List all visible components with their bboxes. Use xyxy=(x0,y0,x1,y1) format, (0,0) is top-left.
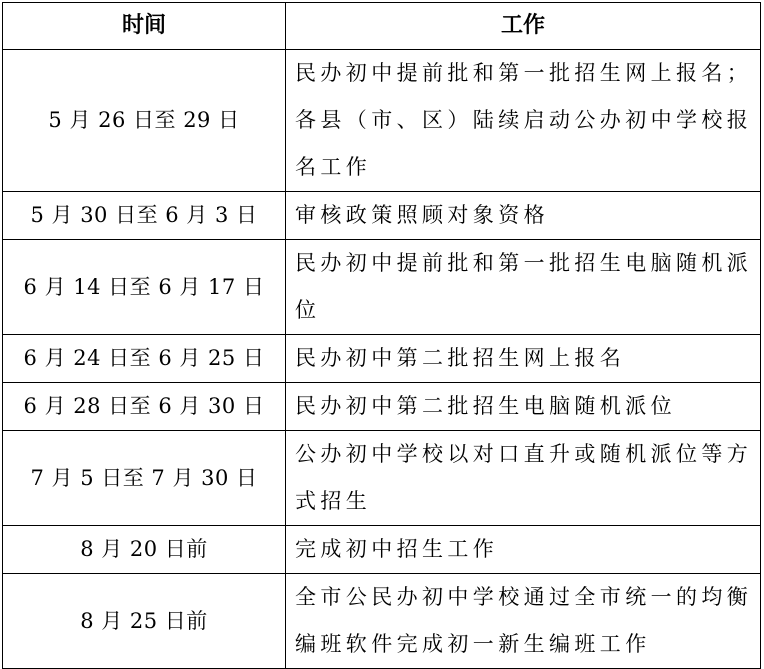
header-row xyxy=(3,3,761,50)
work-cell: 全市公民办初中学校通过全市统一的均衡编班软件完成初一新生编班工作 xyxy=(286,574,761,669)
table-row xyxy=(3,50,761,192)
time-cell: 5 月 26 日至 29 日 xyxy=(3,50,286,192)
work-cell: 完成初中招生工作 xyxy=(286,526,761,574)
time-cell: 6 月 28 日至 6 月 30 日 xyxy=(3,383,286,431)
time-cell: 8 月 20 日前 xyxy=(3,526,286,574)
work-cell: 审核政策照顾对象资格 xyxy=(286,192,761,240)
time-cell: 6 月 24 日至 6 月 25 日 xyxy=(3,335,286,383)
table-row xyxy=(3,192,761,240)
table-row xyxy=(3,574,761,669)
enrollment-schedule-table xyxy=(2,2,761,669)
time-cell: 6 月 14 日至 6 月 17 日 xyxy=(3,240,286,335)
time-cell: 8 月 25 日前 xyxy=(3,574,286,669)
work-cell: 民办初中提前批和第一批招生电脑随机派位 xyxy=(286,240,761,335)
time-cell: 5 月 30 日至 6 月 3 日 xyxy=(3,192,286,240)
work-cell: 民办初中提前批和第一批招生网上报名；各县（市、区）陆续启动公办初中学校报名工作 xyxy=(286,50,761,192)
table-body xyxy=(3,50,761,669)
work-cell: 民办初中第二批招生电脑随机派位 xyxy=(286,383,761,431)
table-row xyxy=(3,431,761,526)
time-cell: 7 月 5 日至 7 月 30 日 xyxy=(3,431,286,526)
table-row xyxy=(3,526,761,574)
table-row xyxy=(3,240,761,335)
header-time: 时间 xyxy=(3,3,286,50)
header-work: 工作 xyxy=(286,3,761,50)
table-row xyxy=(3,383,761,431)
table-header xyxy=(3,3,761,50)
work-cell: 民办初中第二批招生网上报名 xyxy=(286,335,761,383)
work-cell: 公办初中学校以对口直升或随机派位等方式招生 xyxy=(286,431,761,526)
table-row xyxy=(3,335,761,383)
